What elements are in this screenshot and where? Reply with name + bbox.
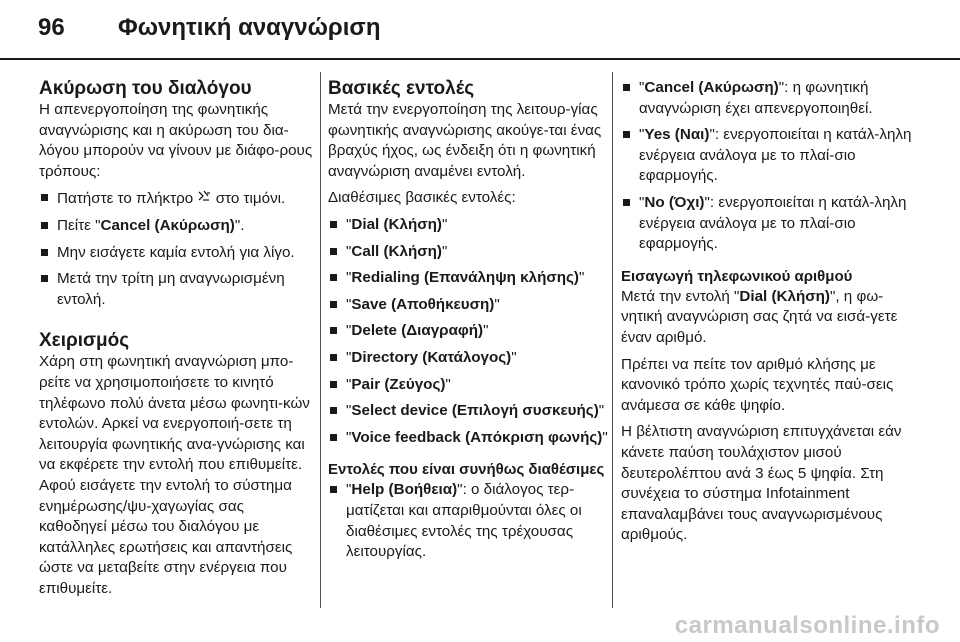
operation-text: Χάρη στη φωνητική αναγνώριση μπο-ρείτε να χρησιμοποιήσετε το κινητό τηλέφωνο πολύ άνετα μέσω φωνητι-κών εντολών. Αρκεί να ενεργοποιή-σετε τη λειτουργία φωνητικής ανα-γνώρισης και να εκφέρετε την εντολή που επιθυμείτε. Αφού εισάγετε την εντολή το σύστημα ενημέρωσης/ψυ-χαγωγίας σας καθοδηγεί μέσω του διαλόγου με κατάλληλες ερωτήσεις και απαντήσεις ώστε να μεταβείτε στην ενέργεια που επιθυμείτε. <box>39 353 310 597</box>
list-item: "Dial (Κλήση)" <box>328 215 608 236</box>
list-item: "Call (Κλήση)" <box>328 242 608 263</box>
column-1 <box>39 78 314 605</box>
cancel-methods-list <box>39 188 314 310</box>
section-heading-operation: Χειρισμός <box>39 330 130 352</box>
page-title: Φωνητική αναγνώριση <box>118 14 381 41</box>
common-commands-list <box>328 480 608 562</box>
list-item: Μετά την τρίτη μη αναγνωρισμένη εντολή. <box>39 269 314 310</box>
header-rule <box>0 58 960 60</box>
enter-number-text-2: Πρέπει να πείτε τον αριθμό κλήσης με κανονικό τρόπο χωρίς τεχνητές παύ-σεις ανάμεσα σε κάθε ψηφίο. <box>621 355 894 414</box>
list-item: "Pair (Ζεύγος)" <box>328 375 608 396</box>
enter-number-text-3: Η βέλτιστη αναγνώριση επιτυγχάνεται εάν κάνετε παύση τουλάχιστον μισού δευτερολέπτου ανά 3 έως 5 ψηφία. Στη συνέχεια το σύστημα Infotainment επαναλαμβάνει τους αναγνωρισμένους αριθμούς. <box>621 423 902 544</box>
sub-heading-common-commands: Εντολές που είναι συνήθως διαθέσιμες <box>328 461 605 479</box>
list-item: Πείτε "Cancel (Ακύρωση)". <box>39 216 314 237</box>
list-item: Μην εισάγετε καμία εντολή για λίγο. <box>39 243 314 264</box>
basic-commands-list-intro: Διαθέσιμες βασικές εντολές: <box>328 189 516 207</box>
basic-commands-intro: Μετά την ενεργοποίηση της λειτουρ-γίας φωνητικής αναγνώρισης ακούγε-ται ένας βραχύς ήχος, ως ένδειξη ότι η φωνητική αναγνώριση αναμένει εντολή. <box>328 101 602 180</box>
basic-commands-list <box>328 215 608 448</box>
list-item: "Delete (Διαγραφή)" <box>328 321 608 342</box>
list-item: "Save (Αποθήκευση)" <box>328 295 608 316</box>
section-heading-cancel-dialog: Ακύρωση του διαλόγου <box>39 78 252 99</box>
column-divider-2 <box>612 72 613 608</box>
section-heading-basic-commands: Βασικές εντολές <box>328 78 475 99</box>
page-number: 96 <box>38 14 65 41</box>
enter-number-text-1: Μετά την εντολή "Dial (Κλήση)", η φω-νητική αναγνώριση σας ζητά να εισά-γετε έναν αριθμό. <box>621 287 898 346</box>
cancel-dialog-text: Η απενεργοποίηση της φωνητικής αναγνώρισης και η ακύρωση του δια-λόγου μπορούν να γίνουν με διάφο-ρους τρόπους: <box>39 101 313 180</box>
list-item: "Yes (Ναι)": ενεργοποιείται η κατάλ-ληλη ενέργεια ανάλογα με το πλαί-σιο εφαρμογής. <box>621 125 917 187</box>
list-item: "Cancel (Ακύρωση)": η φωνητική αναγνώριση έχει απενεργοποιηθεί. <box>621 78 917 119</box>
common-commands-list-cont <box>621 78 917 255</box>
voice-off-icon <box>197 188 211 209</box>
column-divider-1 <box>320 72 321 608</box>
watermark: carmanualsonline.info <box>674 612 940 639</box>
list-item: "Voice feedback (Απόκριση φωνής)" <box>328 428 608 449</box>
column-3 <box>621 78 917 552</box>
list-item: "Directory (Κατάλογος)" <box>328 348 608 369</box>
page-header <box>0 0 960 58</box>
list-item: "Select device (Επιλογή συσκευής)" <box>328 401 608 422</box>
list-item: Πατήστε το πλήκτρο στο τιμόνι. <box>39 188 314 210</box>
sub-heading-enter-number: Εισαγωγή τηλεφωνικού αριθμού <box>621 267 853 285</box>
column-2 <box>328 78 608 569</box>
list-item: "No (Όχι)": ενεργοποιείται η κατάλ-ληλη ενέργεια ανάλογα με το πλαί-σιο εφαρμογής. <box>621 193 917 255</box>
list-item: "Redialing (Επανάληψη κλήσης)" <box>328 268 608 289</box>
list-item: "Help (Βοήθεια)": ο διάλογος τερ-ματίζεται και απαριθμούνται όλες οι διαθέσιμες εντολές της τρέχουσας λειτουργίας. <box>328 480 608 562</box>
